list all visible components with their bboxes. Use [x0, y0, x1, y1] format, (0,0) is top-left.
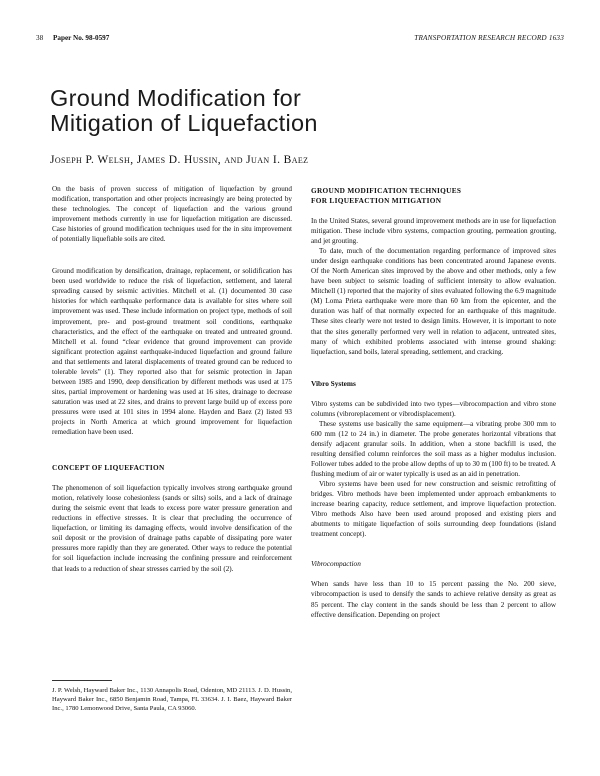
- vibro-paragraph-1: Vibro systems can be subdivided into two types—vibrocompaction and vibro stone columns (vibroreplacement or vibrodisplacement).: [311, 399, 556, 418]
- abstract: On the basis of proven success of mitigation of liquefaction by ground modification, transportation and other projects increasingly are being protected by these technologies. The concept of liquefaction and the various ground improvement methods currently in use for liquefaction mitigation are discussed. Case histories of ground modification techniques used for the in situ improvement of potentially liquefiable soils are cited.: [52, 185, 292, 244]
- concept-heading: CONCEPT OF LIQUEFACTION: [52, 463, 165, 473]
- vibro-paragraph-3: Vibro systems have been used for new construction and seismic retrofitting of bridges. Vibro methods have been implemented under approach embankments to increase bearing capacity, reduce settlement, and improve liquefaction protection. Vibro methods Also have been used around proposed and existing piers and abutments to mitigate liquefaction of soils surrounding deep foundations (island treatment concept).: [311, 480, 556, 539]
- techniques-paragraph-1: In the United States, several ground improvement methods are in use for liquefaction mitigation. These include vibro systems, compaction grouting, permeation grouting, and jet grouting.: [311, 217, 556, 246]
- running-header-left: [36, 34, 109, 42]
- concept-paragraph: The phenomenon of soil liquefaction typically involves strong earthquake ground motion, relatively loose cohesionless (sands or silts) soils, and a lack of drainage during the seismic event that leads to excess pore water pressure generation and reductions in effective stresses. It is clear that precluding the occurrence of liquefaction, or limiting its damaging effects, would involve densification of the soil deposit or the provision of drainage paths capable of dissipating pore water pressures more rapidly than they are generated. Other ways to reduce the potential for soil liquefaction include increasing the confining pressure and reinforcement that leads to a reduction of shear stresses carried by the soil (2).: [52, 484, 292, 573]
- footnote-divider: [52, 680, 112, 681]
- vibro-paragraph-2: These systems use basically the same equipment—a vibrating probe 300 mm to 600 mm (12 to 24 in.) in diameter. The probe generates horizontal vibrations that densify adjacent granular soils. In addition, when a stone backfill is used, the resulting densified column reinforces the soil mass as a higher modulus inclusion. Follower tubes added to the probe allow depths of up to 30 m (100 ft) to be treated. A flushing medium of air or water typically is used as an aid in penetration.: [311, 419, 556, 479]
- vibrocompaction-paragraph-1: When sands have less than 10 to 15 percent passing the No. 200 sieve, vibrocompaction is used to densify the sands to achieve relative density as great as 85 percent. The clay content in the sands should be less than 2 percent to allow effective densification. Depending on project: [311, 580, 556, 619]
- vibro-systems-heading: Vibro Systems: [311, 378, 356, 388]
- paper-number: Paper No. 98-0597: [52, 34, 110, 42]
- left-column: [52, 184, 292, 584]
- author-list: Joseph P. Welsh, James D. Hussin, and Juan I. Baez: [50, 154, 309, 166]
- paper-title: [50, 86, 318, 136]
- techniques-heading-line-1: GROUND MODIFICATION TECHNIQUES: [311, 186, 462, 195]
- techniques-heading: [311, 186, 556, 206]
- journal-name: TRANSPORTATION RESEARCH RECORD 1633: [414, 34, 564, 42]
- title-line-1: Ground Modification for: [50, 85, 302, 111]
- right-column: [311, 186, 556, 630]
- page-number: 38: [36, 34, 44, 42]
- techniques-paragraph-2: To date, much of the documentation regarding performance of improved sites under design earthquake conditions has been concentrated around Japanese events. Of the North American sites improved by the above and other methods, only a few have been subject to seismic loading of sufficient intensity to allow evaluation. Mitchell (1) reported that the majority of sites evaluated following the 6.9 magnitude (M) Loma Prieta earthquake were more than 60 km from the epicenter, and the duration was half of that normally expected for an earthquake of this magnitude. These sites clearly were not tested to design limits. However, it is important to note that the sites generally performed very well in relation to adjacent, untreated sites, many of which exhibited problems associated with intense ground shaking: liquefaction, sand boils, lateral spreading, settlement, and cracking.: [311, 247, 556, 356]
- vibrocompaction-heading: Vibrocompaction: [311, 559, 361, 569]
- author-affiliations-footnote: J. P. Welsh, Hayward Baker Inc., 1130 Annapolis Road, Odenton, MD 21113. J. D. Hussin, Hayward Baker Inc., 6850 Benjamin Road, Tampa, FL 33634. J. I. Baez, Hayward Baker Inc., 1780 Lemonwood Drive, Santa Paula, CA 93060.: [52, 687, 292, 712]
- intro-paragraph: Ground modification by densification, drainage, replacement, or solidification has been used worldwide to reduce the risk of liquefaction, settlement, and lateral spreading caused by seismic activities. Mitchell et al. (1) documented 30 case histories for which earthquake performance data is available for sites where soil improvement was used. These include information on project type, methods of soil improvement, pre- and post-ground treatment soil conditions, earthquake characteristics, and the effect of the earthquake on treated and untreated ground. Mitchell et al. found “clear evidence that ground improvement can provide significant protection against earthquake-induced liquefaction and ground failure and that settlements and lateral displacements of treated ground can be reduced to tolerable levels” (1). They reported also that for seismic protection in Japan between 1985 and 1990, deep densification by different methods was used at 175 sites, partial improvement or hardening was used at 16 sites, drainage to decrease saturation was used at 22 sites, and drains to prevent large build up of excess pore pressures were used at 101 sites in 1994 alone. Hayden and Baez (2) listed 93 projects in North America at which ground improvement for liquefaction remediation have been used.: [52, 267, 292, 437]
- techniques-heading-line-2: FOR LIQUEFACTION MITIGATION: [311, 196, 442, 205]
- title-line-2: Mitigation of Liquefaction: [50, 110, 318, 136]
